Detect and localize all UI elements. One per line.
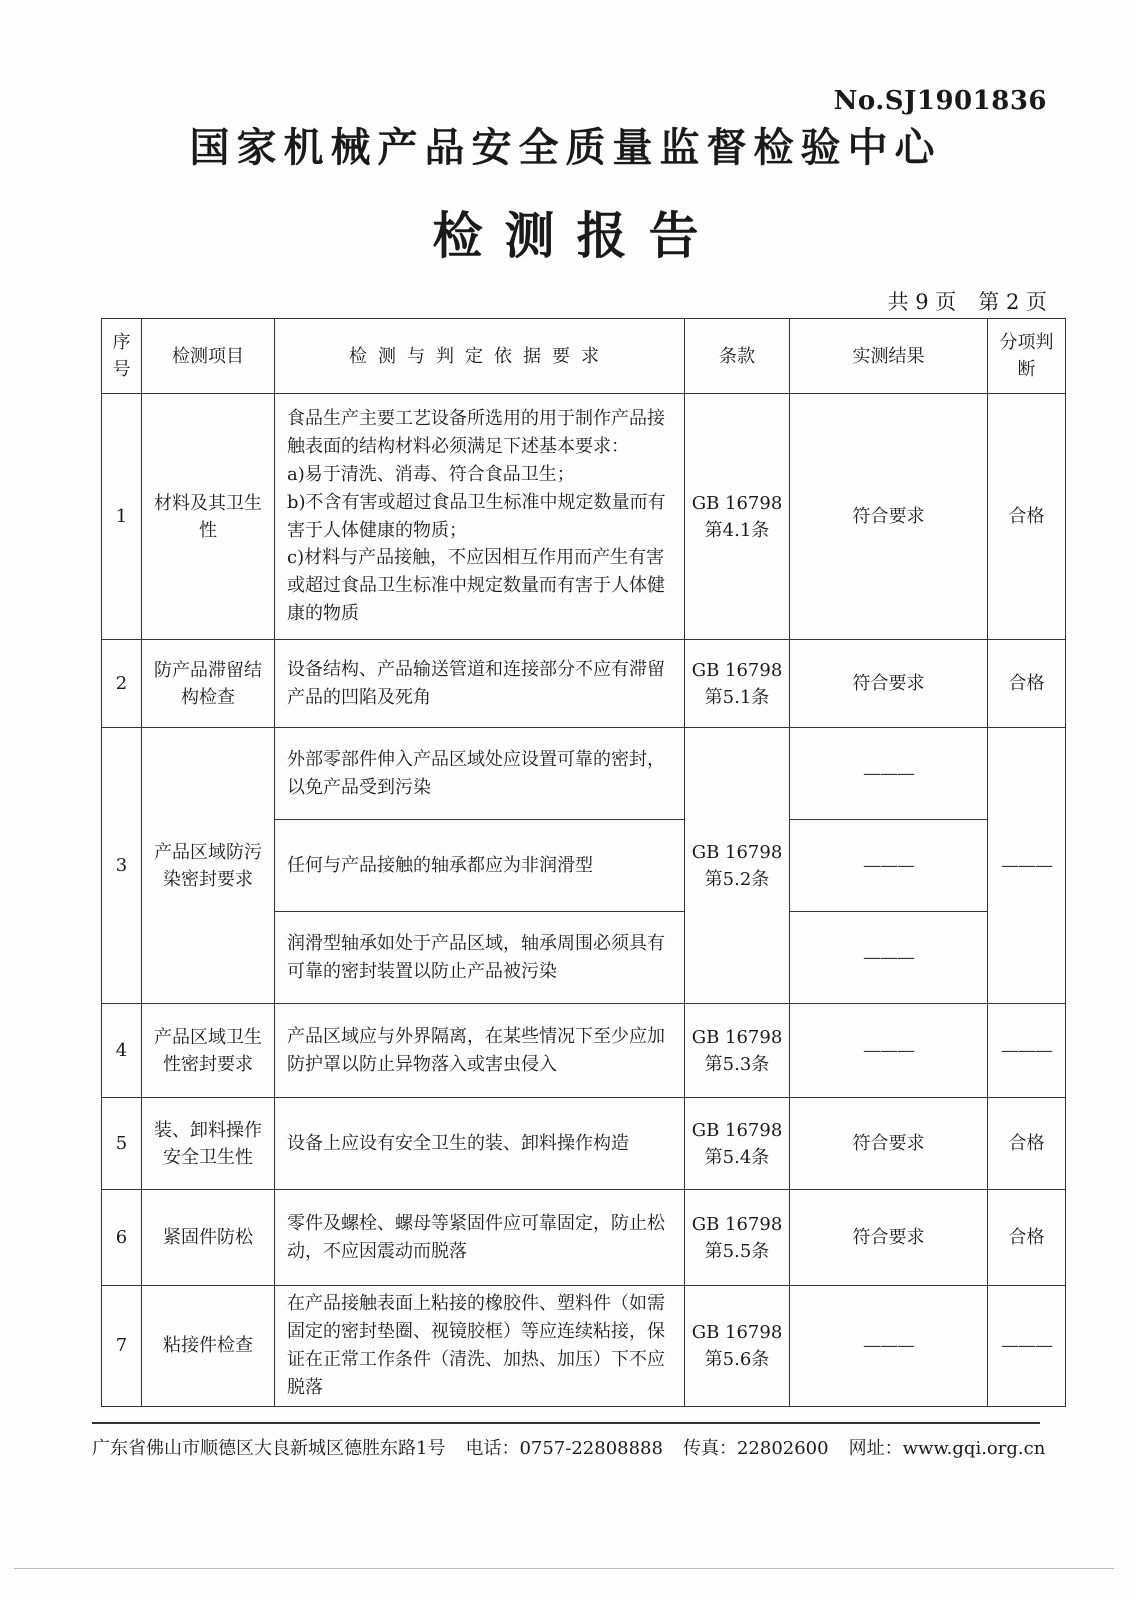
footer-address: 广东省佛山市顺德区大良新城区德胜东路1号 bbox=[92, 1438, 446, 1459]
report-number: No.SJ1901836 bbox=[833, 86, 1047, 116]
row-clause bbox=[685, 640, 790, 728]
row-clause bbox=[685, 1286, 790, 1407]
row-requirement: 设备上应设有安全卫生的装、卸料操作构造 bbox=[275, 1098, 685, 1190]
page-bottom-rule bbox=[14, 1568, 1114, 1569]
row-judgement: 合格 bbox=[988, 394, 1066, 640]
clause-number: 第5.3条 bbox=[704, 1053, 770, 1075]
row-index: 6 bbox=[102, 1190, 142, 1286]
clause-standard: GB 16798 bbox=[691, 1213, 783, 1235]
row-requirement: 产品区域应与外界隔离，在某些情况下至少应加防护罩以防止异物落入或害虫侵入 bbox=[275, 1004, 685, 1098]
row-item: 粘接件检查 bbox=[142, 1286, 275, 1407]
row-result: ——— bbox=[790, 820, 988, 912]
table-row bbox=[102, 1098, 1066, 1190]
row-index: 4 bbox=[102, 1004, 142, 1098]
row-index: 2 bbox=[102, 640, 142, 728]
clause-number: 第4.1条 bbox=[704, 519, 770, 541]
table-row bbox=[102, 1286, 1066, 1407]
row-judgement: ——— bbox=[988, 1004, 1066, 1098]
table-row bbox=[102, 640, 1066, 728]
footer-fax: 传真：22802600 bbox=[682, 1438, 829, 1459]
row-result: ——— bbox=[790, 912, 988, 1004]
requirement-c: c)材料与产品接触，不应因相互作用而产生有害或超过食品卫生标准中规定数量而有害于人体健康的物质 bbox=[287, 547, 665, 625]
clause-standard: GB 16798 bbox=[691, 659, 783, 681]
row-index: 5 bbox=[102, 1098, 142, 1190]
organization-name: 国家机械产品安全质量监督检验中心 bbox=[189, 124, 942, 171]
table-row bbox=[102, 1004, 1066, 1098]
clause-standard: GB 16798 bbox=[691, 1026, 783, 1048]
row-clause bbox=[685, 1004, 790, 1098]
row-item: 紧固件防松 bbox=[142, 1190, 275, 1286]
clause-standard: GB 16798 bbox=[691, 1119, 783, 1141]
row-requirement bbox=[275, 394, 685, 640]
col-header-result: 实测结果 bbox=[790, 319, 988, 394]
clause-number: 第5.1条 bbox=[704, 686, 770, 708]
footer-phone: 电话：0757-22808888 bbox=[465, 1438, 663, 1459]
clause-number: 第5.5条 bbox=[704, 1240, 770, 1262]
col-header-item: 检测项目 bbox=[142, 319, 275, 394]
clause-standard: GB 16798 bbox=[691, 492, 783, 514]
row-item: 产品区域防污染密封要求 bbox=[142, 728, 275, 1004]
row-index: 3 bbox=[102, 728, 142, 1004]
row-item: 材料及其卫生性 bbox=[142, 394, 275, 640]
row-result: ——— bbox=[790, 1286, 988, 1407]
footer-divider bbox=[92, 1422, 1040, 1424]
requirement-intro: 食品生产主要工艺设备所选用的用于制作产品接触表面的结构材料必须满足下述基本要求： bbox=[287, 407, 665, 457]
row-item: 产品区域卫生性密封要求 bbox=[142, 1004, 275, 1098]
row-clause bbox=[685, 728, 790, 1004]
row-requirement: 润滑型轴承如处于产品区域，轴承周围必须具有可靠的密封装置以防止产品被污染 bbox=[275, 912, 685, 1004]
row-judgement: 合格 bbox=[988, 1098, 1066, 1190]
requirement-b: b)不含有害或超过食品卫生标准中规定数量而有害于人体健康的物质； bbox=[287, 491, 666, 541]
row-result: 符合要求 bbox=[790, 394, 988, 640]
col-header-judgement: 分项判断 bbox=[988, 319, 1066, 394]
row-requirement: 零件及螺栓、螺母等紧固件应可靠固定，防止松动，不应因震动而脱落 bbox=[275, 1190, 685, 1286]
clause-number: 第5.2条 bbox=[704, 868, 770, 890]
row-requirement: 外部零部件伸入产品区域处应设置可靠的密封，以免产品受到污染 bbox=[275, 728, 685, 820]
row-result: ——— bbox=[790, 728, 988, 820]
row-index: 1 bbox=[102, 394, 142, 640]
col-header-index: 序号 bbox=[102, 319, 142, 394]
col-header-requirement: 检测与判定依据要求 bbox=[275, 319, 685, 394]
row-judgement: 合格 bbox=[988, 1190, 1066, 1286]
row-clause bbox=[685, 1098, 790, 1190]
total-pages: 共 9 页 bbox=[887, 290, 957, 314]
row-judgement: 合格 bbox=[988, 640, 1066, 728]
page-title: 检测报告 bbox=[432, 206, 721, 265]
clause-standard: GB 16798 bbox=[691, 841, 783, 863]
clause-standard: GB 16798 bbox=[691, 1321, 783, 1343]
page-counter bbox=[866, 286, 1047, 316]
table-row bbox=[102, 728, 1066, 820]
row-item: 防产品滞留结构检查 bbox=[142, 640, 275, 728]
footer bbox=[92, 1434, 1046, 1460]
row-result: 符合要求 bbox=[790, 1190, 988, 1286]
table-row bbox=[102, 1190, 1066, 1286]
row-requirement: 任何与产品接触的轴承都应为非润滑型 bbox=[275, 820, 685, 912]
row-requirement: 设备结构、产品输送管道和连接部分不应有滞留产品的凹陷及死角 bbox=[275, 640, 685, 728]
clause-number: 第5.6条 bbox=[704, 1348, 770, 1370]
table-header-row bbox=[102, 319, 1066, 394]
inspection-table bbox=[101, 318, 1066, 1407]
row-result: ——— bbox=[790, 1004, 988, 1098]
row-result: 符合要求 bbox=[790, 1098, 988, 1190]
row-judgement: ——— bbox=[988, 1286, 1066, 1407]
requirement-a: a)易于清洗、消毒、符合食品卫生； bbox=[287, 463, 575, 485]
row-clause bbox=[685, 394, 790, 640]
table-row bbox=[102, 394, 1066, 640]
row-judgement: ——— bbox=[988, 728, 1066, 1004]
footer-website: 网址：www.gqi.org.cn bbox=[848, 1438, 1046, 1459]
row-index: 7 bbox=[102, 1286, 142, 1407]
clause-number: 第5.4条 bbox=[704, 1146, 770, 1168]
row-item: 装、卸料操作安全卫生性 bbox=[142, 1098, 275, 1190]
col-header-clause: 条款 bbox=[685, 319, 790, 394]
row-result: 符合要求 bbox=[790, 640, 988, 728]
row-requirement: 在产品接触表面上粘接的橡胶件、塑料件（如需固定的密封垫圈、视镜胶框）等应连续粘接，保证在正常工作条件（清洗、加热、加压）下不应脱落 bbox=[275, 1286, 685, 1407]
row-clause bbox=[685, 1190, 790, 1286]
current-page: 第 2 页 bbox=[978, 290, 1047, 314]
